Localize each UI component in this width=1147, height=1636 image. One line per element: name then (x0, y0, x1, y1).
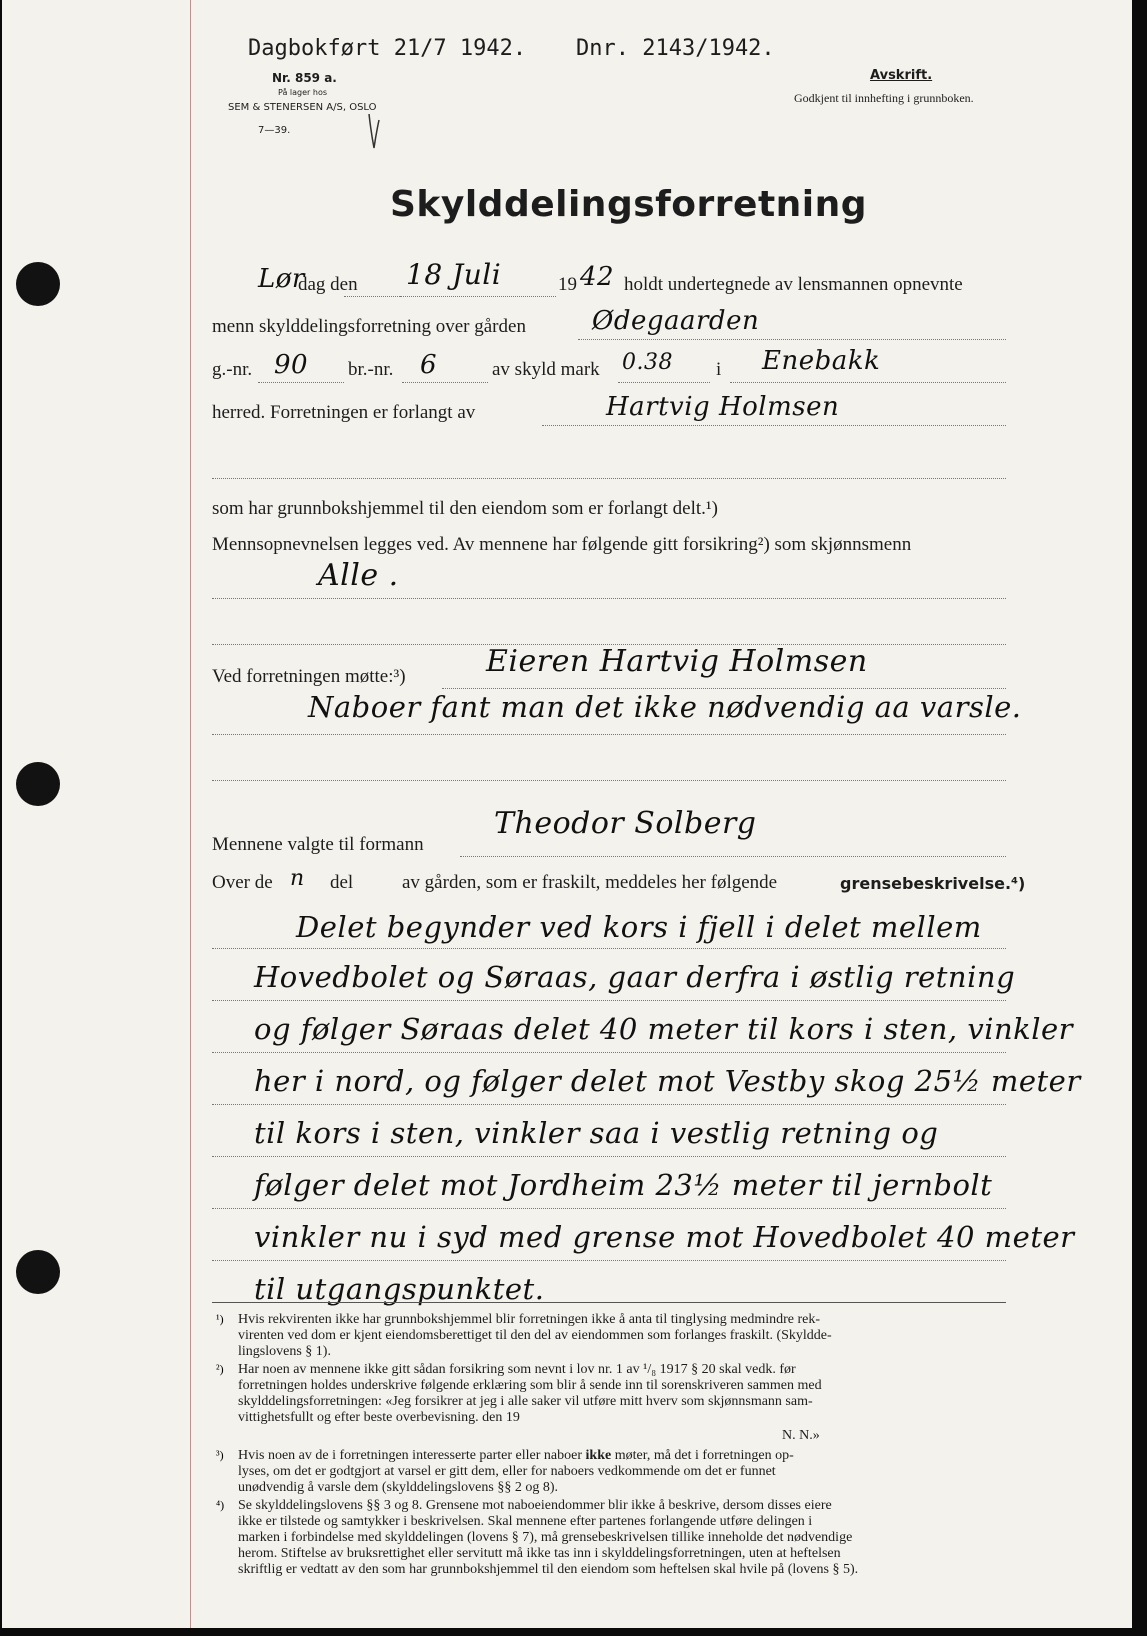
skyld-handwritten: 0.38 (622, 350, 673, 375)
footnote-3-number: ³) (216, 1448, 224, 1462)
dotted-line (212, 1260, 1006, 1261)
footnote-3-post: møter, må det i forretningen op- (614, 1448, 794, 1463)
footnote-3-pre: Hvis noen av de i forretningen interesserte parter eller naboer (238, 1448, 583, 1463)
line7-text: Mennsopnevnelsen legges ved. Av mennene har følgende gitt forsikring²) som skjønnsmenn (212, 534, 912, 555)
footnote-2-line: skylddelingsforretningen: «Jeg forsikrer at jeg i alle saker vil utføre mitt hverv som skjønnsmann sam- (238, 1394, 813, 1409)
brnr-handwritten: 6 (420, 350, 438, 380)
description-line: til utgangspunktet. (254, 1272, 545, 1306)
description-line: her i nord, og følger delet mot Vestby skog 25½ meter (254, 1064, 1081, 1098)
footnote-3-line: lyses, om det er godtgjort at varsel er gitt dem, eller for naboers vedkommende om det er funnet (238, 1464, 776, 1479)
dotted-line (212, 1156, 1006, 1157)
dotted-line (578, 339, 1006, 340)
pencil-tick-mark (366, 112, 382, 152)
dotted-line (212, 478, 1006, 479)
line6-text: som har grunnbokshjemmel til den eiendom som er forlangt delt.¹) (212, 498, 718, 519)
chairman-handwritten: Theodor Solberg (494, 806, 757, 841)
attendee-handwritten: Eieren Hartvig Holmsen (486, 644, 868, 679)
margin-rule (190, 0, 191, 1628)
dotted-line (212, 1208, 1006, 1209)
footnote-1-line: lingslovens § 1). (238, 1344, 331, 1359)
footnote-2-line: vittighetsfullt og efter beste overbevisning. den 19 (238, 1410, 520, 1425)
footnote-2-signature: N. N.» (782, 1428, 820, 1443)
dotted-line (212, 1052, 1006, 1053)
neighbour-note-handwritten: Naboer fant man det ikke nødvendig aa varsle. (308, 690, 1022, 724)
form-number: Nr. 859 a. (272, 71, 337, 85)
description-line: og følger Søraas delet 40 meter til kors i sten, vinkler (254, 1012, 1074, 1046)
line4-text: herred. Forretningen er forlangt av (212, 402, 476, 423)
footnote-4-line: skriftlig er vedtatt av den som har grunnbokshjemmel til den eiendom som heftelsen skal hvile på (lovens § 5). (238, 1562, 859, 1577)
dotted-line (344, 296, 400, 297)
footnote-3-bold: ikke (585, 1448, 612, 1463)
dotted-line (212, 780, 1006, 781)
dotted-line (402, 382, 488, 383)
year-prefix: 19 (558, 274, 577, 295)
footnote-4-line: ikke er tilstede og samtykker i beskrivelsen. Skal mennene efter partenes forlangende utføre delingen i (238, 1514, 813, 1529)
brnr-label: br.-nr. (348, 359, 394, 380)
del-label: del (330, 872, 354, 893)
footnote-1-line: Hvis rekvirenten ikke har grunnbokshjemmel blir forretningen ikke å anta til tinglysing medmindre rek- (238, 1312, 821, 1327)
footnote-divider (212, 1302, 1006, 1303)
den-suffix-handwritten: n (290, 866, 305, 891)
godkjent-label: Godkjent til innhefting i grunnboken. (794, 91, 974, 105)
dotted-line (460, 856, 1006, 857)
publisher-date: 7—39. (258, 125, 291, 136)
over-de-label: Over de (212, 872, 273, 893)
footnote-1-line: virenten ved dom er kjent eiendomsberettiget til den del av eiendommen som forlanges fraskilt. (Skyldde- (238, 1328, 832, 1343)
footnote-3-line: unødvendig å varsle dem (skylddelingslovens §§ 2 og 8). (238, 1480, 559, 1495)
dotted-line (400, 296, 556, 297)
municipality-handwritten: Enebakk (762, 346, 881, 376)
dotted-line (212, 948, 1006, 949)
dotted-line (212, 1104, 1006, 1105)
dotted-line (442, 688, 1006, 689)
punch-hole-bottom (16, 1250, 60, 1294)
description-line: følger delet mot Jordheim 23½ meter til jernbolt (254, 1168, 993, 1202)
line1-text: holdt undertegnede av lensmannen opnevnte (624, 274, 963, 295)
footnote-2-line: Har noen av mennene ikke gitt sådan forsikring som nevnt i lov nr. 1 av ¹/₈ 1917 § 20 skal vedk. før (238, 1362, 796, 1377)
footnote-3-line (238, 1448, 794, 1464)
skyld-label: av skyld mark (492, 359, 600, 380)
grensebeskrivelse-label: grensebeskrivelse.⁴) (840, 874, 1026, 893)
footnote-2-line: forretningen holdes underskrive følgende erklæring som blir å sende inn til sorenskriveren sammen med (238, 1378, 822, 1393)
requester-handwritten: Hartvig Holmsen (606, 392, 840, 422)
line14-text: av gården, som er fraskilt, meddeles her følgende (402, 872, 778, 893)
line10-text: Ved forretningen møtte:³) (212, 666, 406, 687)
description-line: Delet begynder ved kors i fjell i delet mellem (296, 910, 982, 944)
dotted-line (212, 734, 1006, 735)
footnote-4-number: ⁴) (216, 1498, 225, 1512)
footnote-2-number: ²) (216, 1362, 224, 1376)
description-line: til kors i sten, vinkler saa i vestlig retning og (254, 1116, 939, 1150)
footnote-1-number: ¹) (216, 1312, 224, 1326)
alle-handwritten: Alle . (318, 558, 399, 593)
dagbok-stamp: Dagbokført 21/7 1942. (248, 36, 527, 61)
description-line: Hovedbolet og Søraas, gaar derfra i østlig retning (254, 960, 1016, 994)
dotted-line (542, 425, 1006, 426)
publisher-line2: SEM & STENERSEN A/S, OSLO (228, 102, 377, 113)
document-page (2, 0, 1132, 1628)
punch-hole-top (16, 262, 60, 306)
footnote-4-line: marken i forbindelse med skylddelingen (lovens § 7), må grensebeskrivelsen tillike inneholde det nødvendige (238, 1530, 853, 1545)
footnote-4-line: Se skylddelingslovens §§ 3 og 8. Grensene mot naboeiendommer blir ikke å beskrive, dersom disses eiere (238, 1498, 832, 1513)
dotted-line (258, 382, 344, 383)
avskrift-label: Avskrift. (870, 68, 933, 83)
dotted-line (618, 382, 710, 383)
dag-den-label: dag den (298, 274, 358, 295)
dotted-line (730, 382, 1006, 383)
dotted-line (212, 598, 1006, 599)
gnr-handwritten: 90 (274, 350, 309, 380)
publisher-line1: På lager hos (278, 88, 327, 97)
line13-text: Mennene valgte til formann (212, 834, 424, 855)
weekday-handwritten: Lør (258, 264, 305, 294)
year-handwritten: 42 (580, 262, 615, 292)
punch-hole-middle (16, 762, 60, 806)
farm-name-handwritten: Ødegaarden (592, 306, 760, 336)
line2-text: menn skylddelingsforretning over gården (212, 316, 526, 337)
footnote-4-line: herom. Stiftelse av bruksrettighet eller servitutt må ikke tas inn i skylddelingsforretningen, uten at heftelsen (238, 1546, 841, 1561)
gnr-label: g.-nr. (212, 359, 253, 380)
dnr-stamp: Dnr. 2143/1942. (576, 36, 775, 61)
date-handwritten: 18 Juli (406, 258, 502, 291)
dotted-line (212, 1000, 1006, 1001)
document-title: Skylddelingsforretning (390, 184, 868, 225)
i-label: i (716, 359, 722, 380)
description-line: vinkler nu i syd med grense mot Hovedbolet 40 meter (254, 1220, 1075, 1254)
